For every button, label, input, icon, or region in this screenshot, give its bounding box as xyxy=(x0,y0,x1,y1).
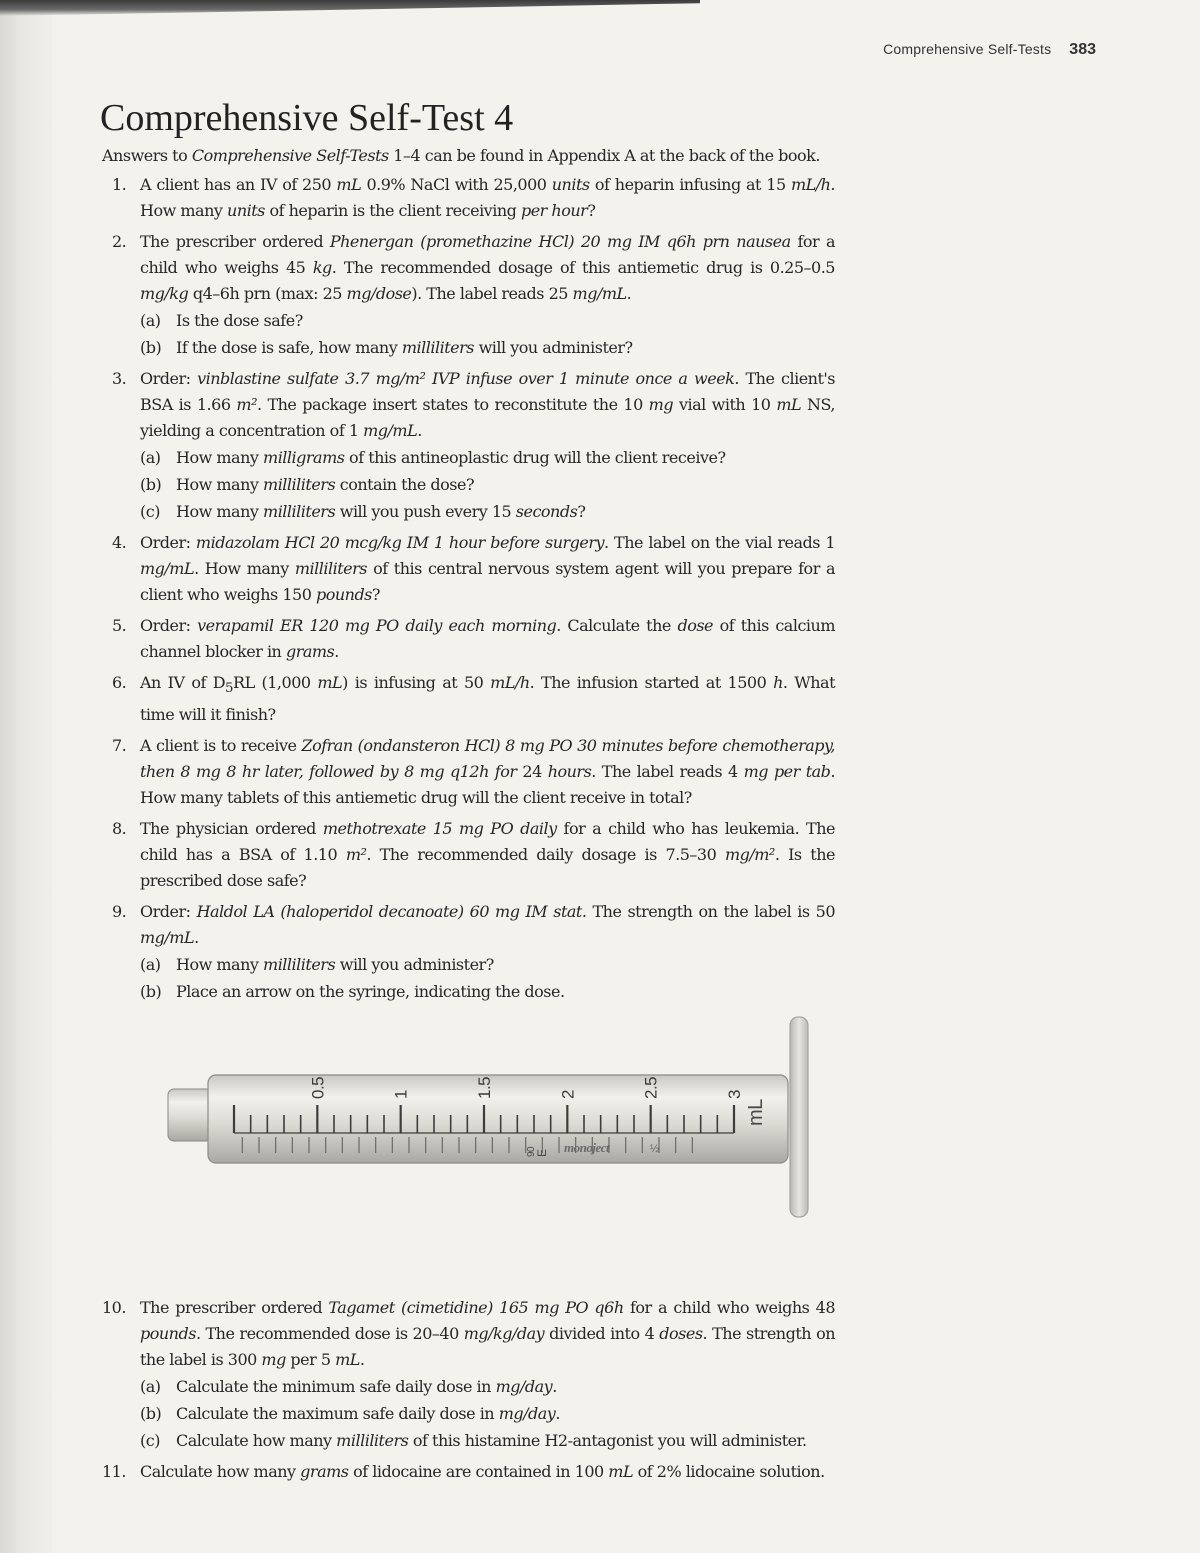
question-2-part-a: (a) Is the dose safe? xyxy=(140,311,303,330)
question-number: 5. xyxy=(112,616,127,635)
question-number: 6. xyxy=(112,673,127,692)
question-number: 10. xyxy=(102,1298,126,1318)
page-number: 383 xyxy=(1069,41,1096,58)
intro-text: Answers to Comprehensive Self-Tests 1–4 can be found in Appendix A at the back of the book. xyxy=(102,146,820,165)
running-head xyxy=(883,41,1096,59)
syringe-figure xyxy=(100,1005,835,1295)
running-head-title: Comprehensive Self-Tests xyxy=(883,41,1052,57)
question-3-part-b: (b) How many milliliters contain the dose? xyxy=(140,475,475,494)
syringe-scale-label: 3 xyxy=(725,1090,744,1100)
question-10: 10. The prescriber ordered Tagamet (cimetidine) 165 mg PO q6h for a child who weighs 48 pounds. The recommended dose is 20–40 mg/kg/day divided into 4 doses. The strength on the label is 300 mg per 5 mL. (a) Calculate the minimum safe daily dose in mg/day. (b) Calculate the maximum safe daily dose in mg/day. (c) Calculate how many milliliters of this histamine H2-antagonist you will administer. xyxy=(100,1295,835,1454)
page-title: Comprehensive Self-Test 4 xyxy=(100,97,514,139)
question-number: 9. xyxy=(112,902,127,922)
question-number: 3. xyxy=(112,369,127,388)
question-number: 1. xyxy=(112,175,127,194)
question-5: 5. Order: verapamil ER 120 mg PO daily each morning. Calculate the dose of this calcium channel blocker in grams. xyxy=(100,613,835,665)
question-7: 7. A client is to receive Zofran (ondansteron HCl) 8 mg PO 30 minutes before chemotherapy, then 8 mg 8 hr later, followed by 8 mg q12h for 24 hours. The label reads 4 mg per tab. How many tablets of this antiemetic drug will the client receive in total? xyxy=(100,733,835,811)
question-list xyxy=(100,172,835,1490)
question-number: 2. xyxy=(112,232,127,251)
syringe-flange xyxy=(790,1017,808,1217)
syringe-small-mark: 90 xyxy=(526,1147,537,1158)
question-2: 2. The prescriber ordered Phenergan (promethazine HCl) 20 mg IM q6h prn nausea for a child who weighs 45 kg. The recommended dosage of this antiemetic drug is 0.25–0.5 mg/kg q4–6h prn (max: 25 mg/dose). The label reads 25 mg/mL. (a) Is the dose safe? (b) If the dose is safe, how many milliliters will you administer? xyxy=(100,229,835,361)
syringe-scale-label: 2.5 xyxy=(641,1077,661,1100)
question-number: 7. xyxy=(112,736,127,756)
question-number: 8. xyxy=(112,819,127,839)
syringe-scale-label: 0.5 xyxy=(308,1077,328,1100)
syringe-tip xyxy=(168,1089,212,1141)
syringe-scale-label: 2 xyxy=(558,1090,578,1100)
question-3-part-c: (c) How many milliliters will you push every 15 seconds? xyxy=(140,502,586,521)
question-1: 1. A client has an IV of 250 mL 0.9% NaCl with 25,000 units of heparin infusing at 15 mL/h. How many units of heparin is the client receiving per hour? xyxy=(100,172,835,224)
scan-top-edge xyxy=(0,0,700,16)
page-binding-shadow xyxy=(0,0,52,1553)
question-3: 3. Order: vinblastine sulfate 3.7 mg/m² IVP infuse over 1 minute once a week. The client's BSA is 1.66 m². The package insert states to reconstitute the 10 mg vial with 10 mL NS, yielding a concentration of 1 mg/mL. (a) How many milligrams of this antineoplastic drug will the client receive? (b) How many milliliters contain the dose? (c) How many milliliters will you push every 15 seconds? xyxy=(100,366,835,525)
question-9-part-a: (a) How many milliliters will you administer? xyxy=(140,955,494,975)
question-8: 8. The physician ordered methotrexate 15 mg PO daily for a child who has leukemia. The child has a BSA of 1.10 m². The recommended daily dosage is 7.5–30 mg/m². Is the prescribed dose safe? xyxy=(100,816,835,894)
syringe-illustration[interactable] xyxy=(162,1013,842,1223)
syringe-tip-mark: E xyxy=(535,1149,549,1158)
question-10-part-a: (a) Calculate the minimum safe daily dose in mg/day. xyxy=(140,1377,557,1397)
question-6: 6. An IV of $D_5RL$ (1,000 mL) is infusing at 50 mL/h. The infusion started at 1500 h. What time will it finish? xyxy=(100,670,835,728)
question-9: 9. Order: Haldol LA (haloperidol decanoate) 60 mg IM stat. The strength on the label is 50 mg/mL. (a) How many milliliters will you administer? (b) Place an arrow on the syringe, indicating the dose. xyxy=(100,899,835,1005)
question-3-part-a: (a) How many milligrams of this antineoplastic drug will the client receive? xyxy=(140,448,726,467)
syringe-scale-label: 1.5 xyxy=(475,1077,494,1100)
question-number: 4. xyxy=(112,533,127,552)
question-4: 4. Order: midazolam HCl 20 mcg/kg IM 1 hour before surgery. The label on the vial reads 1 mg/mL. How many milliliters of this central nervous system agent will you prepare for a client who weighs 150 pounds? xyxy=(100,530,835,608)
syringe-scale-label: 1 xyxy=(391,1090,411,1100)
question-number: 11. xyxy=(102,1462,126,1482)
question-11: 11. Calculate how many grams of lidocaine are contained in 100 mL of 2% lidocaine solution. xyxy=(100,1459,835,1485)
question-2-part-b: (b) If the dose is safe, how many milliliters will you administer? xyxy=(140,338,633,357)
question-10-part-c: (c) Calculate how many milliliters of this histamine H2-antagonist you will administer. xyxy=(140,1431,807,1451)
syringe-brand: monoject xyxy=(564,1140,610,1156)
question-10-part-b: (b) Calculate the maximum safe daily dose in mg/day. xyxy=(140,1404,560,1424)
syringe-unit-label: mL xyxy=(745,1099,767,1127)
question-9-part-b: (b) Place an arrow on the syringe, indicating the dose. xyxy=(140,982,565,1002)
syringe-brand-half: ½ xyxy=(650,1143,659,1156)
